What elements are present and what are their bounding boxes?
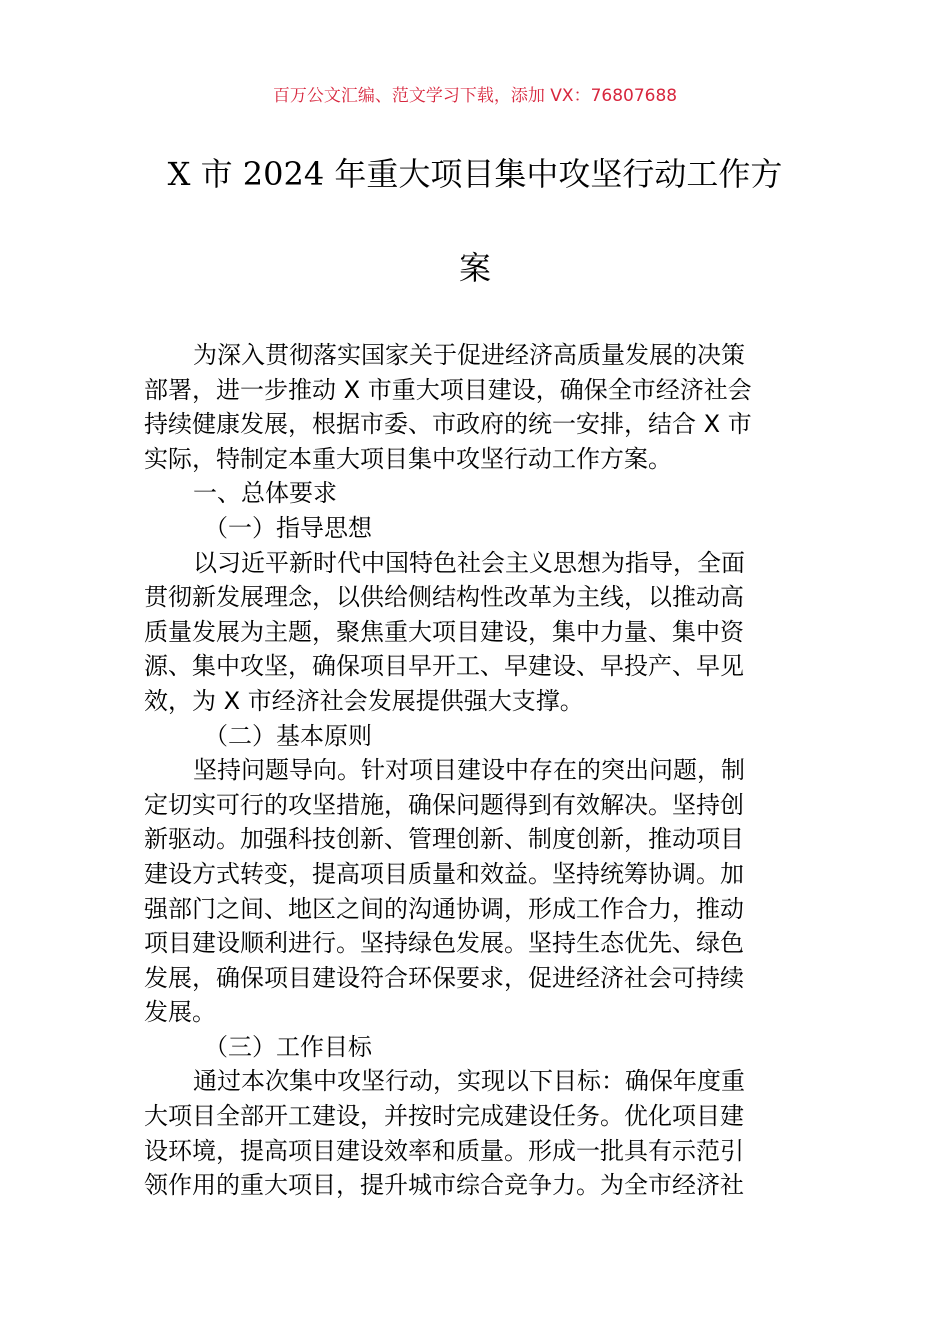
body-line: 贯彻新发展理念，以供给侧结构性改革为主线，以推动高 bbox=[144, 583, 744, 612]
body-line: 以习近平新时代中国特色社会主义思想为指导，全面 bbox=[193, 548, 745, 577]
subsection-heading: （三）工作目标 bbox=[204, 1032, 372, 1061]
body-line: 项目建设顺利进行。坚持绿色发展。坚持生态优先、绿色 bbox=[144, 929, 744, 958]
body-line: 建设方式转变，提高项目质量和效益。坚持统筹协调。加 bbox=[144, 859, 744, 888]
document-body bbox=[144, 338, 808, 1203]
body-line: 领作用的重大项目，提升城市综合竞争力。为全市经济社 bbox=[144, 1171, 744, 1200]
body-line: 部署，进一步推动 X 市重大项目建设，确保全市经济社会 bbox=[144, 375, 752, 404]
body-line: 定切实可行的攻坚措施，确保问题得到有效解决。坚持创 bbox=[144, 790, 744, 819]
document-title-line-1: X 市 2024 年重大项目集中攻坚行动工作方 bbox=[167, 155, 783, 193]
body-line: 持续健康发展，根据市委、市政府的统一安排，结合 X 市 bbox=[144, 410, 752, 439]
body-line: 大项目全部开工建设，并按时完成建设任务。优化项目建 bbox=[144, 1102, 744, 1131]
body-line: 强部门之间、地区之间的沟通协调，形成工作合力，推动 bbox=[144, 894, 744, 923]
body-line: 设环境，提高项目建设效率和质量。形成一批具有示范引 bbox=[144, 1136, 744, 1165]
body-line: 质量发展为主题，聚焦重大项目建设，集中力量、集中资 bbox=[144, 617, 744, 646]
header-promo-note: 百万公文汇编、范文学习下载，添加 VX：76807688 bbox=[272, 86, 678, 106]
body-line: 新驱动。加强科技创新、管理创新、制度创新，推动项目 bbox=[144, 825, 744, 854]
body-line: 效，为 X 市经济社会发展提供强大支撑。 bbox=[144, 686, 584, 715]
subsection-heading: （一）指导思想 bbox=[204, 513, 372, 542]
body-line: 实际，特制定本重大项目集中攻坚行动工作方案。 bbox=[144, 444, 672, 473]
subsection-heading: （二）基本原则 bbox=[204, 721, 372, 750]
body-line: 源、集中攻坚，确保项目早开工、早建设、早投产、早见 bbox=[144, 652, 744, 681]
document-title-line-2: 案 bbox=[458, 249, 491, 287]
body-line: 发展。 bbox=[144, 998, 216, 1027]
body-line: 为深入贯彻落实国家关于促进经济高质量发展的决策 bbox=[193, 341, 745, 369]
body-line: 发展，确保项目建设符合环保要求，促进经济社会可持续 bbox=[144, 963, 744, 992]
body-line: 坚持问题导向。针对项目建设中存在的突出问题，制 bbox=[193, 756, 745, 785]
body-line: 通过本次集中攻坚行动，实现以下目标：确保年度重 bbox=[193, 1067, 745, 1096]
section-heading: 一、总体要求 bbox=[193, 479, 337, 508]
